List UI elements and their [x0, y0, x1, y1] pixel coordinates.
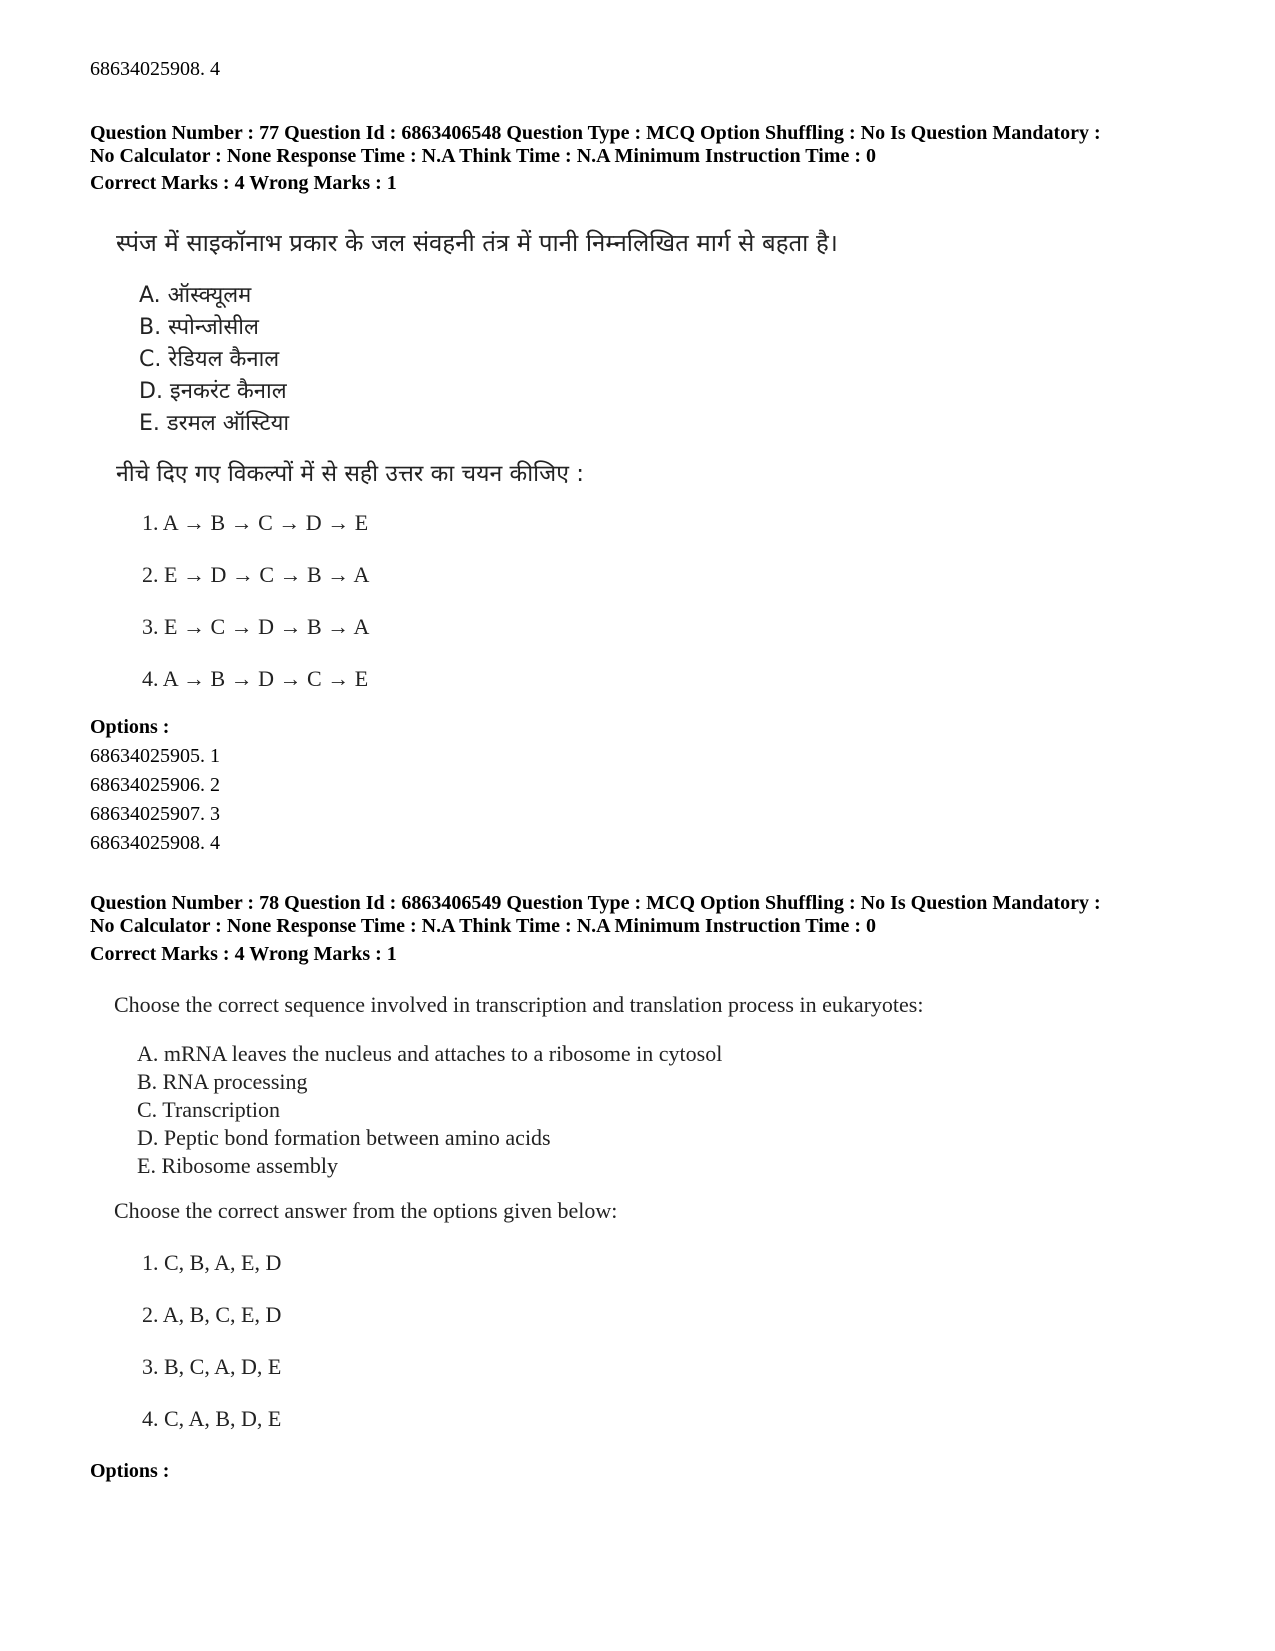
q78-instruction: Choose the correct answer from the options given below: — [114, 1198, 618, 1223]
previous-option-line: 68634025908. 4 — [90, 58, 220, 80]
q78-marks: Correct Marks : 4 Wrong Marks : 1 — [90, 943, 397, 965]
q78-options-label: Options : — [90, 1460, 170, 1482]
q78-item-b: B. RNA processing — [137, 1069, 308, 1094]
q77-item-e: E. डरमल ऑस्टिया — [139, 411, 290, 436]
q77-choice-4: 4. A → B → D → C → E — [142, 666, 369, 691]
q77-choice-1: 1. A → B → C → D → E — [142, 510, 369, 535]
q77-option-3: 68634025907. 3 — [90, 803, 220, 825]
q77-item-list — [139, 280, 289, 440]
q77-header-line1: Question Number : 77 Question Id : 6863406548 Question Type : MCQ Option Shuffling : No Is Question Mandatory : — [90, 122, 1101, 144]
q77-item-a: A. ऑस्क्यूलम — [139, 283, 252, 308]
q77-stem: स्पंज में साइकॉनाभ प्रकार के जल संवहनी तंत्र में पानी निम्नलिखित मार्ग से बहता है। — [116, 229, 838, 257]
q77-option-4: 68634025908. 4 — [90, 832, 220, 854]
q78-choice-3: 3. B, C, A, D, E — [142, 1354, 282, 1379]
q77-header-line2: No Calculator : None Response Time : N.A Think Time : N.A Minimum Instruction Time : 0 — [90, 145, 876, 167]
q77-choice-3: 3. E → C → D → B → A — [142, 614, 370, 639]
q77-instruction: नीचे दिए गए विकल्पों में से सही उत्तर का चयन कीजिए : — [116, 461, 584, 487]
q77-options-list — [90, 742, 220, 858]
q77-item-c: C. रेडियल कैनाल — [139, 347, 280, 372]
q78-choice-1: 1. C, B, A, E, D — [142, 1250, 282, 1275]
q78-choice-2: 2. A, B, C, E, D — [142, 1302, 282, 1327]
q78-item-e: E. Ribosome assembly — [137, 1153, 339, 1178]
q78-header-line1: Question Number : 78 Question Id : 6863406549 Question Type : MCQ Option Shuffling : No Is Question Mandatory : — [90, 892, 1101, 914]
q77-marks: Correct Marks : 4 Wrong Marks : 1 — [90, 172, 397, 194]
q78-header-line2: No Calculator : None Response Time : N.A Think Time : N.A Minimum Instruction Time : 0 — [90, 915, 876, 937]
q77-item-b: B. स्पोन्जोसील — [139, 315, 259, 340]
q78-item-list — [137, 1040, 722, 1180]
q77-choice-2: 2. E → D → C → B → A — [142, 562, 370, 587]
q77-option-1: 68634025905. 1 — [90, 745, 220, 767]
q78-item-c: C. Transcription — [137, 1097, 281, 1122]
q78-choice-4: 4. C, A, B, D, E — [142, 1406, 282, 1431]
q78-stem: Choose the correct sequence involved in transcription and translation process in eukaryotes: — [114, 992, 924, 1017]
q77-option-2: 68634025906. 2 — [90, 774, 220, 796]
q77-item-d: D. इनकरंट कैनाल — [139, 379, 287, 404]
q78-item-d: D. Peptic bond formation between amino acids — [137, 1125, 551, 1150]
q78-item-a: A. mRNA leaves the nucleus and attaches to a ribosome in cytosol — [137, 1041, 723, 1066]
q77-options-label: Options : — [90, 716, 170, 738]
